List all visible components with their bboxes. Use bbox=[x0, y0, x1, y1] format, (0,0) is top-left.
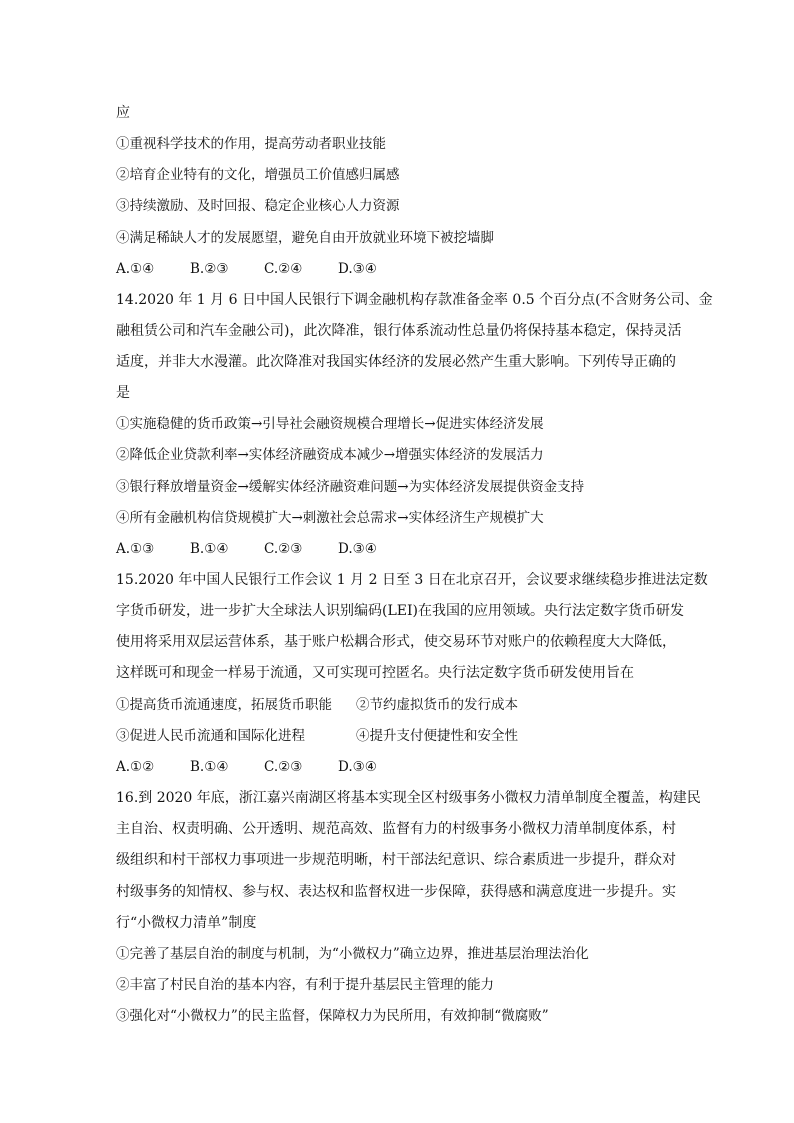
q15-stem-line-3: 使用将采用双层运营体系，基于账户松耦合形式，使交易环节对账户的依赖程度大大降低， bbox=[116, 634, 676, 650]
q14-stem-line-4: 是 bbox=[116, 385, 130, 401]
q15-choice-b[interactable]: B.①④ bbox=[190, 759, 229, 775]
q15-option-1: ①提高货币流通速度，拓展货币职能 bbox=[116, 697, 332, 713]
q14-choice-a[interactable]: A.①③ bbox=[116, 541, 155, 557]
q14-stem-line-3: 适度，并非大水漫灌。此次降准对我国实体经济的发展必然产生重大影响。下列传导正确的 bbox=[116, 354, 676, 370]
q13-option-4: ④满足稀缺人才的发展愿望，避免自由开放就业环境下被挖墙脚 bbox=[116, 230, 494, 246]
q14-stem-line-1: 14.2020 年 1 月 6 日中国人民银行下调金融机构存款准备金率 0.5 个百分点(不含财务公司、金 bbox=[116, 292, 713, 308]
q15-option-3: ③促进人民币流通和国际化进程 bbox=[116, 728, 305, 744]
q14-choice-d[interactable]: D.③④ bbox=[338, 541, 377, 557]
q15-choice-d[interactable]: D.③④ bbox=[338, 759, 377, 775]
q13-choices bbox=[116, 259, 412, 279]
q15-options-row-2 bbox=[116, 726, 518, 746]
q14-option-2: ②降低企业贷款利率→实体经济融资成本减少→增强实体经济的发展活力 bbox=[116, 447, 544, 463]
q16-option-1: ①完善了基层自治的制度与机制，为“小微权力”确立边界，推进基层治理法治化 bbox=[116, 946, 589, 962]
q16-option-2: ②丰富了村民自治的基本内容，有利于提升基层民主管理的能力 bbox=[116, 977, 494, 993]
q14-option-4: ④所有金融机构信贷规模扩大→刺激社会总需求→实体经济生产规模扩大 bbox=[116, 510, 544, 526]
q13-option-1: ①重视科学技术的作用，提高劳动者职业技能 bbox=[116, 136, 386, 152]
q15-choices bbox=[116, 757, 412, 777]
q15-options-row-1 bbox=[116, 695, 518, 715]
q14-stem-line-2: 融租赁公司和汽车金融公司)，此次降准，银行体系流动性总量仍将保持基本稳定，保持灵活 bbox=[116, 323, 682, 339]
q13-choice-b[interactable]: B.②③ bbox=[190, 261, 229, 277]
q15-stem-line-2: 字货币研发，进一步扩大全球法人识别编码(LEI)在我国的应用领域。央行法定数字货币研发 bbox=[116, 603, 684, 619]
q14-choice-b[interactable]: B.①④ bbox=[190, 541, 229, 557]
q16-option-3: ③强化对“小微权力”的民主监督，保障权力为民所用，有效抑制“微腐败” bbox=[116, 1008, 549, 1024]
q13-choice-a[interactable]: A.①④ bbox=[116, 261, 155, 277]
q15-option-4: ④提升支付便捷性和安全性 bbox=[356, 728, 518, 744]
q15-stem-line-1: 15.2020 年中国人民银行工作会议 1 月 2 日至 3 日在北京召开，会议要求继续稳步推进法定数 bbox=[116, 572, 708, 588]
q13-choice-d[interactable]: D.③④ bbox=[338, 261, 377, 277]
q16-stem-line-4: 村级事务的知情权、参与权、表达权和监督权进一步保障，获得感和满意度进一步提升。实 bbox=[116, 884, 676, 900]
q14-option-3: ③银行释放增量资金→缓解实体经济融资难问题→为实体经济发展提供资金支持 bbox=[116, 479, 585, 495]
q16-stem-line-5: 行“小微权力清单”制度 bbox=[116, 915, 257, 931]
q14-choices bbox=[116, 539, 412, 559]
q14-option-1: ①实施稳健的货币政策→引导社会融资规模合理增长→促进实体经济发展 bbox=[116, 416, 544, 432]
q14-choice-c[interactable]: C.②③ bbox=[264, 541, 303, 557]
q13-option-3: ③持续激励、及时回报、稳定企业核心人力资源 bbox=[116, 198, 400, 214]
q13-option-2: ②培育企业特有的文化，增强员工价值感归属感 bbox=[116, 167, 400, 183]
q16-stem-line-3: 级组织和村干部权力事项进一步规范明晰，村干部法纪意识、综合素质进一步提升，群众对 bbox=[116, 852, 676, 868]
q16-stem-line-2: 主自治、权责明确、公开透明、规范高效、监督有力的村级事务小微权力清单制度体系，村 bbox=[116, 821, 676, 837]
q15-stem-line-4: 这样既可和现金一样易于流通，又可实现可控匿名。央行法定数字货币研发使用旨在 bbox=[116, 665, 634, 681]
q15-choice-a[interactable]: A.①② bbox=[116, 759, 155, 775]
q13-choice-c[interactable]: C.②④ bbox=[264, 261, 303, 277]
q13-stem-tail: 应 bbox=[116, 105, 130, 121]
q16-stem-line-1: 16.到 2020 年底，浙江嘉兴南湖区将基本实现全区村级事务小微权力清单制度全覆盖，构建民 bbox=[116, 790, 701, 806]
q15-choice-c[interactable]: C.②③ bbox=[264, 759, 303, 775]
q15-option-2: ②节约虚拟货币的发行成本 bbox=[356, 697, 518, 713]
